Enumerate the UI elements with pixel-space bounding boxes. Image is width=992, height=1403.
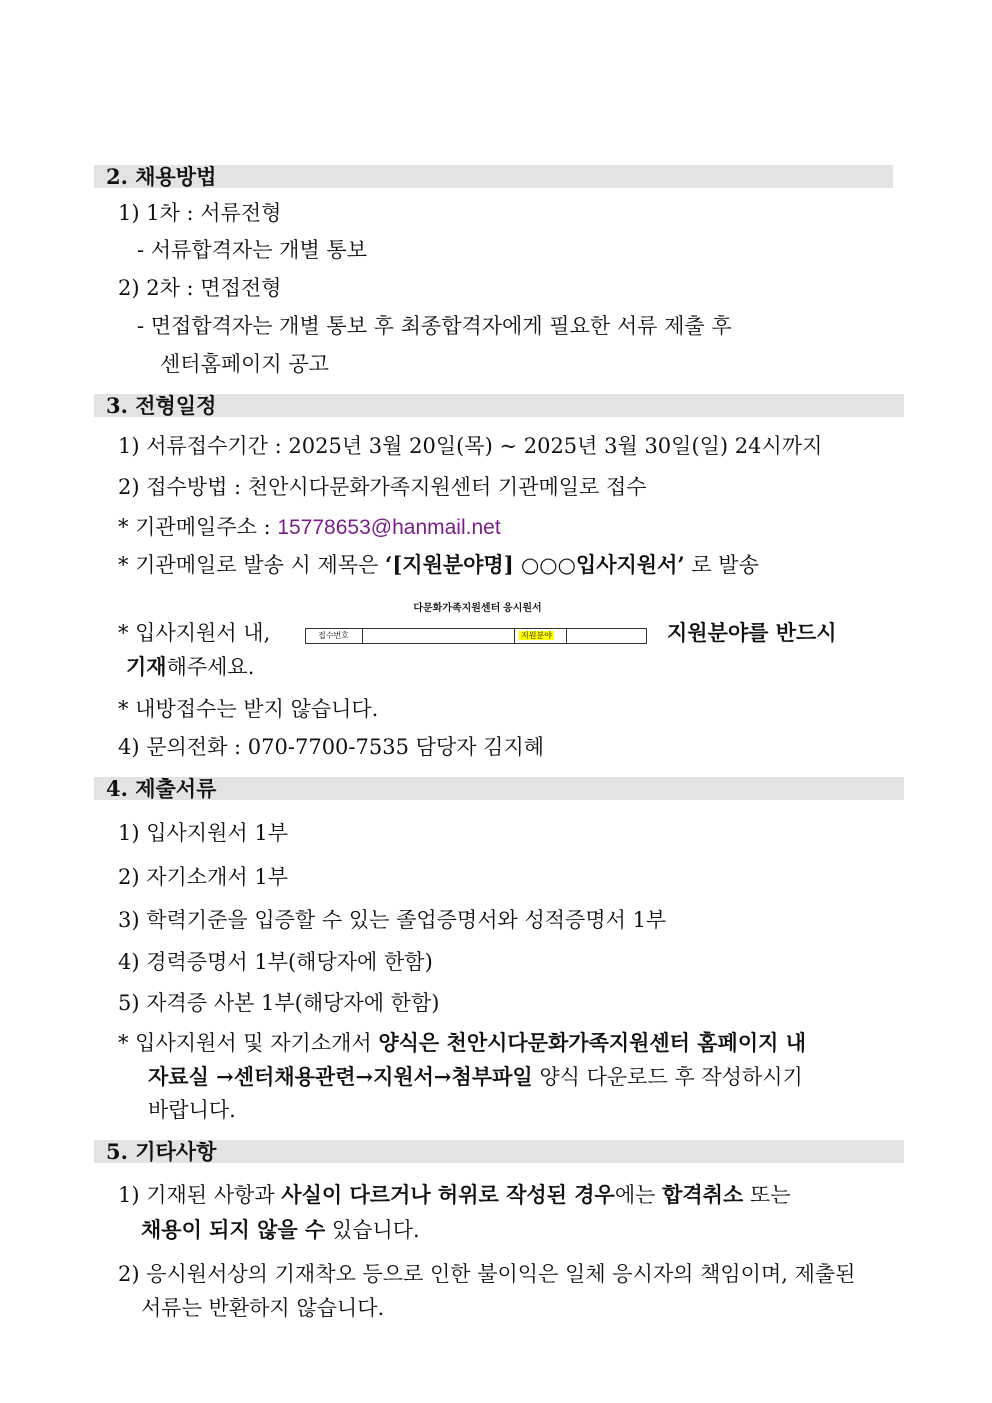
s5-line-2-bold: 채용이 되지 않을 수	[141, 1217, 326, 1242]
s4-line-8: 바랍니다.	[148, 1098, 236, 1122]
s4-line-7-suffix: 양식 다운로드 후 작성하시기	[532, 1065, 803, 1089]
s3-line-7: * 내방접수는 받지 않습니다.	[118, 697, 379, 721]
s5-line-1	[118, 1181, 791, 1209]
section-5-title: 5. 기타사항	[106, 1139, 217, 1164]
s4-line-4: 4) 경력증명서 1부(해당자에 한함)	[118, 950, 433, 974]
s3-line-6-suffix: 해주세요.	[166, 655, 255, 679]
s2-line-5: 센터홈페이지 공고	[160, 352, 329, 376]
s4-line-6	[118, 1029, 806, 1057]
s5-line-2	[141, 1216, 420, 1244]
form-cell-label-2	[515, 629, 567, 643]
s3-line-4	[118, 551, 759, 579]
section-3-header	[94, 394, 904, 417]
s4-line-2: 2) 자기소개서 1부	[118, 865, 288, 889]
s2-line-3: 2) 2차 : 면접전형	[118, 276, 282, 300]
s3-line-1: 1) 서류접수기간 : 2025년 3월 20일(목) ~ 2025년 3월 30일(일) 24시까지	[118, 434, 823, 458]
s2-line-1: 1) 1차 : 서류전형	[118, 201, 282, 225]
s4-line-7	[148, 1063, 803, 1091]
s5-line-1-a: 1) 기재된 사항과	[118, 1183, 282, 1207]
s4-line-6-bold: 양식은 천안시다문화가족지원센터 홈페이지 내	[378, 1030, 807, 1055]
form-label-2: 지원분야	[521, 631, 552, 640]
s5-line-2-suffix: 있습니다.	[325, 1218, 420, 1242]
section-3-title: 3. 전형일정	[106, 393, 217, 418]
form-cell-label-1	[306, 629, 363, 643]
s5-line-1-e: 또는	[743, 1183, 791, 1207]
s2-line-4: - 면접합격자는 개별 통보 후 최종합격자에게 필요한 서류 제출 후	[137, 314, 732, 338]
section-2-title: 2. 채용방법	[106, 164, 217, 189]
s2-line-2: - 서류합격자는 개별 통보	[137, 238, 367, 262]
s3-line-3	[118, 513, 501, 542]
s4-line-5: 5) 자격증 사본 1부(해당자에 한함)	[118, 991, 440, 1015]
subject-suffix: 로 발송	[684, 553, 759, 577]
s5-line-3: 2) 응시원서상의 기재착오 등으로 인한 불이익은 일체 응시자의 책임이며, 제출된	[118, 1262, 856, 1286]
section-4-header	[94, 777, 904, 800]
s3-line-6-bold: 기재	[126, 654, 167, 679]
s3-line-5-bold: 지원분야를 반드시	[667, 620, 837, 645]
s3-line-6	[126, 653, 254, 681]
form-cell-value-1	[363, 629, 515, 643]
application-form-image	[305, 602, 650, 648]
s3-line-5-prefix: * 입사지원서 내,	[118, 621, 271, 645]
form-label-1: 접수번호	[318, 631, 349, 640]
s4-line-1: 1) 입사지원서 1부	[118, 821, 288, 845]
subject-format: ‘[지원분야명] ○○○입사지원서’	[385, 552, 685, 577]
s3-line-8: 4) 문의전화 : 070-7700-7535 담당자 김지혜	[118, 735, 545, 759]
form-row	[305, 628, 647, 644]
subject-prefix: * 기관메일로 발송 시 제목은	[118, 553, 386, 577]
email-label: * 기관메일주소 :	[118, 515, 278, 539]
s4-line-7-bold: 자료실 →센터채용관련→지원서→첨부파일	[148, 1064, 533, 1089]
s3-line-2: 2) 접수방법 : 천안시다문화가족지원센터 기관메일로 접수	[118, 475, 647, 499]
section-4-title: 4. 제출서류	[106, 776, 217, 801]
section-2-header	[94, 165, 893, 188]
s4-line-6-prefix: * 입사지원서 및 자기소개서	[118, 1031, 379, 1055]
s5-line-1-c: 에는	[614, 1183, 663, 1207]
s5-line-1-d: 합격취소	[662, 1182, 744, 1207]
s5-line-1-b: 사실이 다르거나 허위로 작성된 경우	[281, 1182, 615, 1207]
s5-line-4: 서류는 반환하지 않습니다.	[141, 1296, 385, 1320]
form-title: 다문화가족지원센터 응시원서	[413, 603, 542, 614]
section-5-header	[94, 1140, 904, 1163]
email-link[interactable]: 15778653@hanmail.net	[277, 516, 501, 539]
s4-line-3: 3) 학력기준을 입증할 수 있는 졸업증명서와 성적증명서 1부	[118, 908, 667, 932]
